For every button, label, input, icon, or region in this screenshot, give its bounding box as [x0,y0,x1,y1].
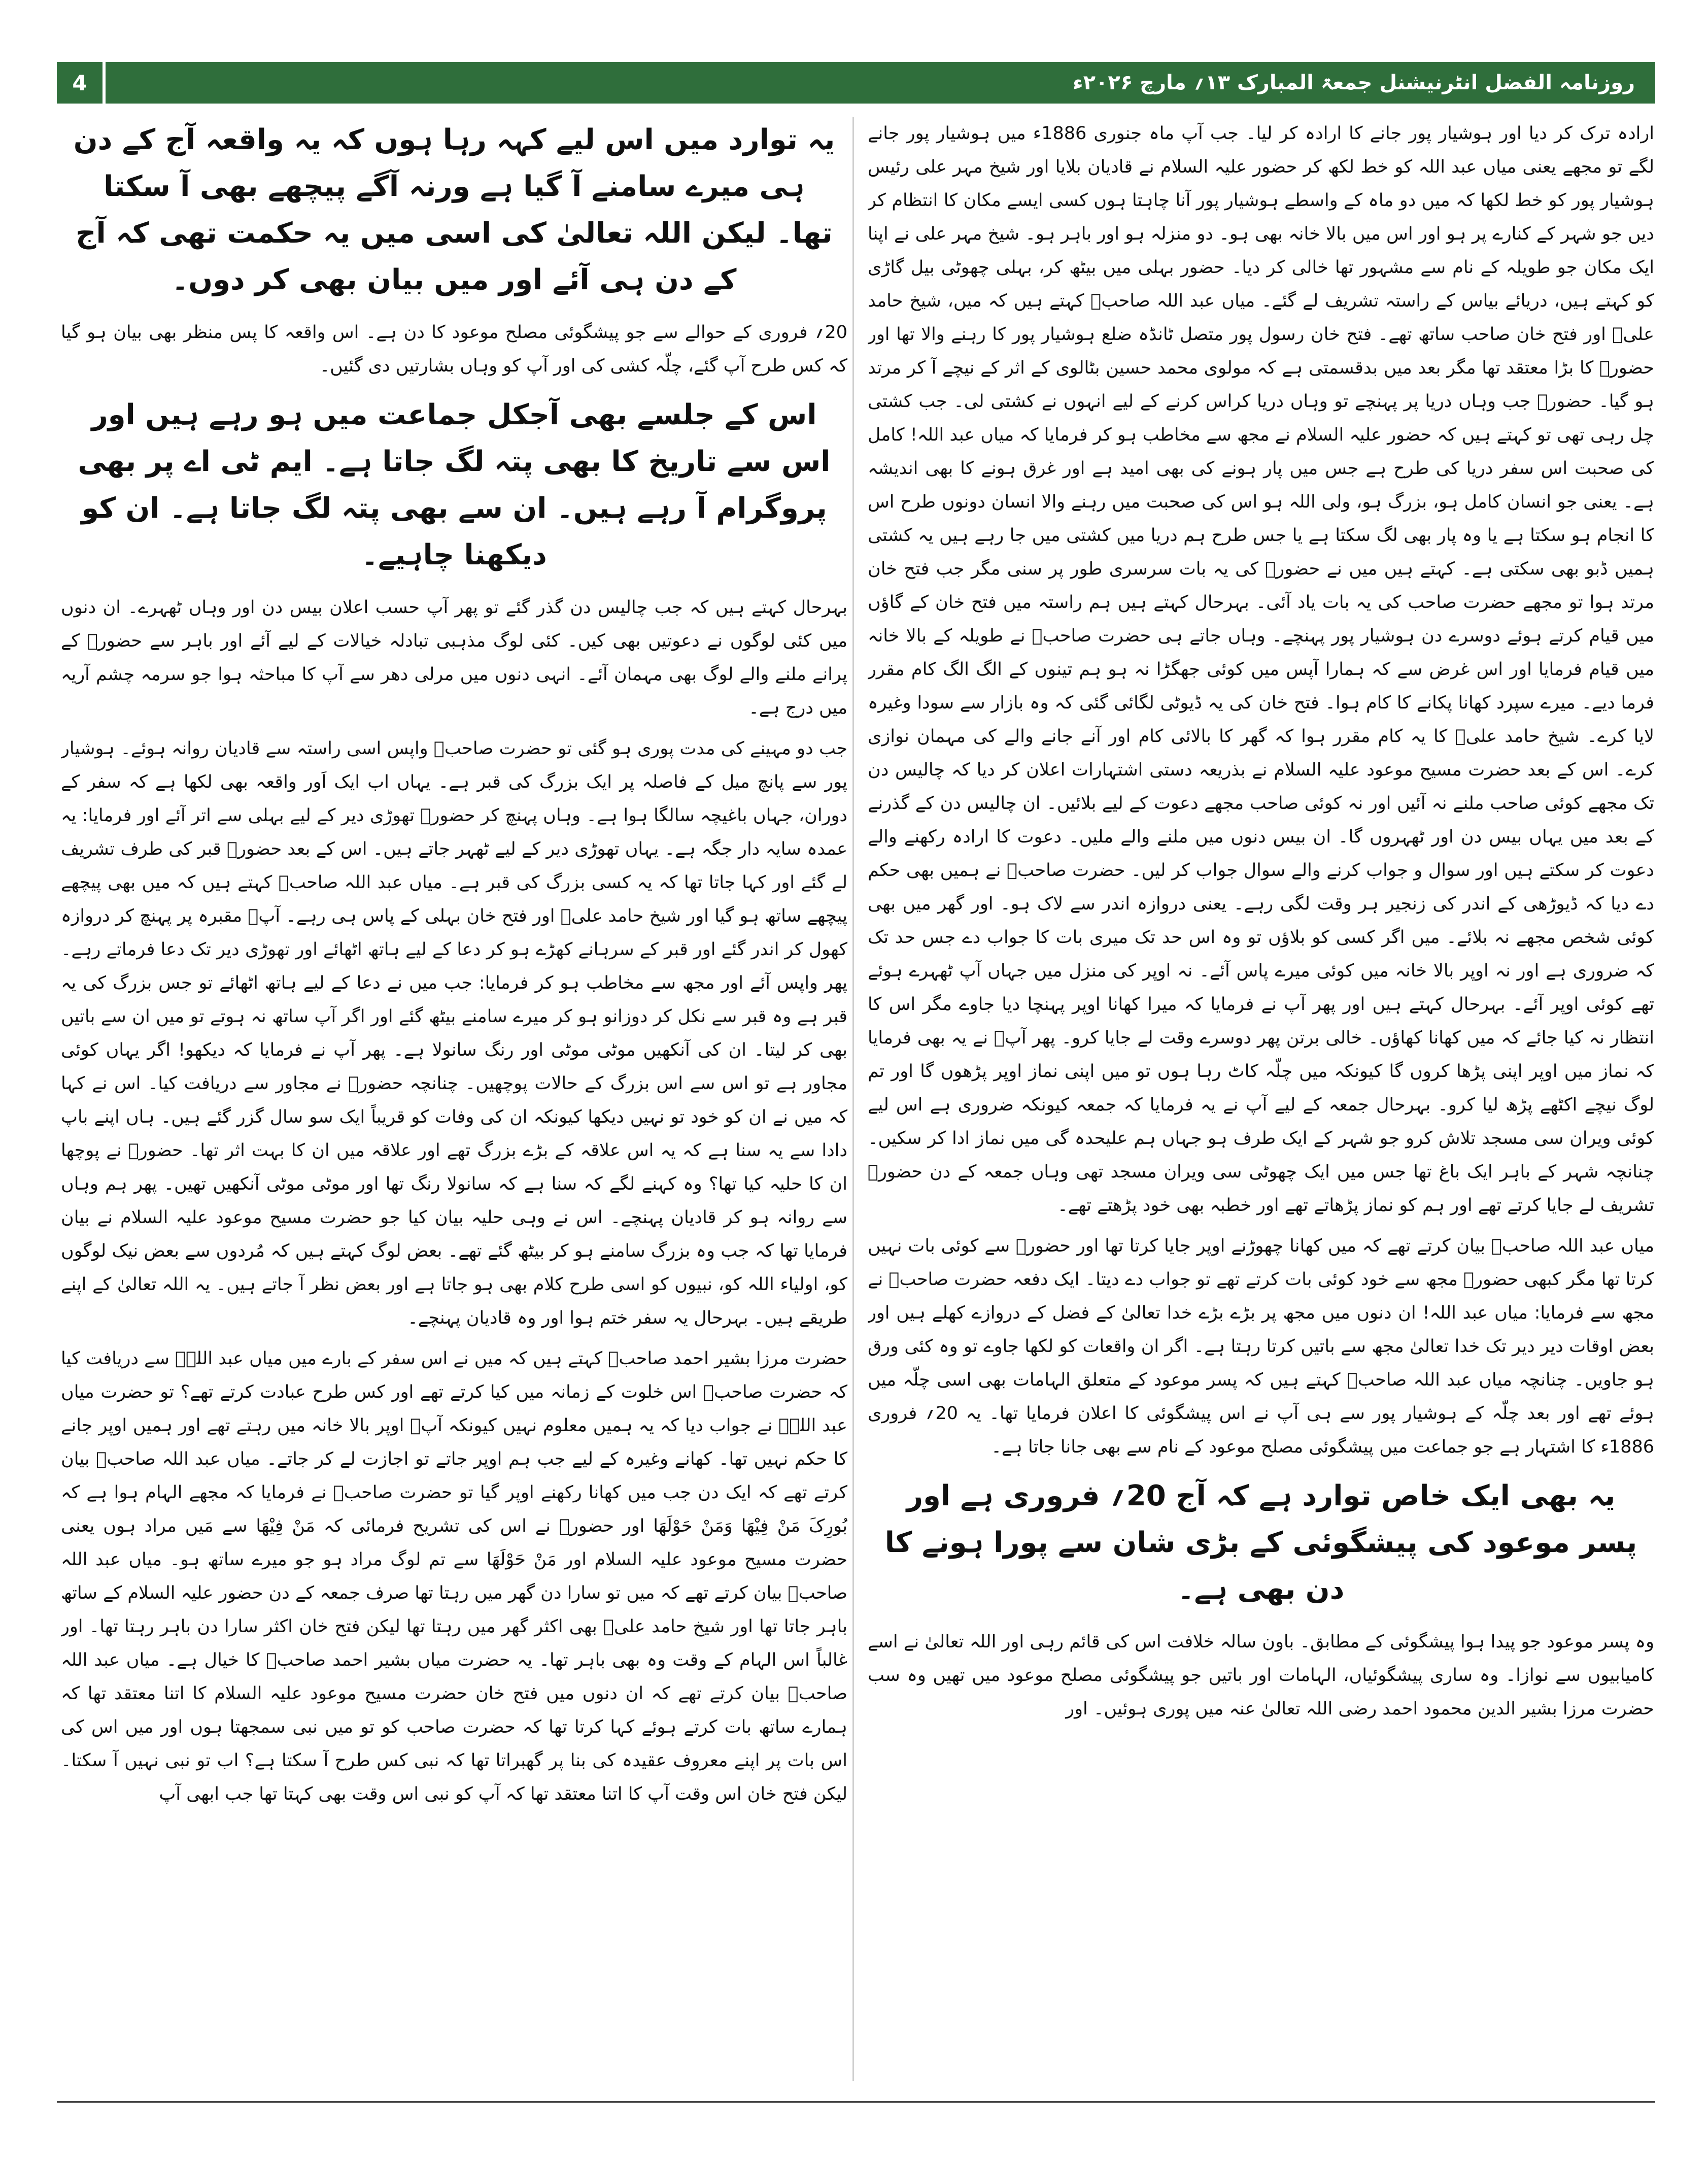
body-paragraph: وہ پسر موعود جو پیدا ہوا پیشگوئی کے مطابق۔ باون سالہ خلافت اس کی قائم رہی اور اللہ تعالیٰ نے اسے کامیابیوں سے نوازا۔ وہ ساری پیشگوئیاں، الہامات اور باتیں جو پیشگوئی مصلح موعود میں تھیں وہ سب حضرت مرزا بشیر الدین محمود احمد رضی اللہ تعالیٰ عنہ میں پوری ہوئیں۔ اور [868,1632,1654,1719]
pull-quote: یہ بھی ایک خاص توارد ہے کہ آج 20؍ فروری ہے اور پسر موعود کی پیشگوئی کے بڑی شان سے پورا ہونے کا دن بھی ہے۔ [884,1479,1637,1606]
page-header-bar [57,62,1655,104]
body-paragraph: حضرت مرزا بشیر احمد صاحبؓ کہتے ہیں کہ میں نے اس سفر کے بارے میں میاں عبد اللہؓ سے دریافت کیا کہ حضرت صاحبؑ اس خلوت کے زمانہ میں کیا کرتے تھے اور کس طرح عبادت کرتے تھے؟ تو حضرت میاں عبد اللہؓ نے جواب دیا کہ یہ ہمیں معلوم نہیں کیونکہ آپؑ اوپر بالا خانہ میں رہتے تھے اور ہمیں اوپر جانے کا حکم نہیں تھا۔ کھانے وغیرہ کے لیے جب ہم اوپر جاتے تو اجازت لے کر جاتے۔ میاں عبد اللہ صاحبؓ بیان کرتے تھے کہ ایک دن جب میں کھانا رکھنے اوپر گیا تو حضرت صاحبؑ نے فرمایا کہ مجھے الہام ہوا ہے کہ بُورِکَ مَنْ فِیْھَا وَمَنْ حَوْلَھَا اور حضورؑ نے اس کی تشریح فرمائی کہ مَنْ فِیْھَا سے مَیں مراد ہوں یعنی حضرت مسیح موعود علیہ السلام اور مَنْ حَوْلَھَا سے تم لوگ مراد ہو جو میرے ساتھ ہو۔ میاں عبد اللہ صاحبؓ بیان کرتے تھے کہ میں تو سارا دن گھر میں رہتا تھا صرف جمعہ کے دن حضور علیہ السلام کے ساتھ باہر جاتا تھا اور شیخ حامد علیؓ بھی اکثر گھر میں رہتا تھا لیکن فتح خان اکثر سارا دن باہر رہتا تھا۔ اور غالباً اس الہام کے وقت وہ بھی باہر تھا۔ یہ حضرت میاں بشیر احمد صاحبؓ کا خیال ہے۔ میاں عبد اللہ صاحبؓ بیان کرتے تھے کہ ان دنوں میں فتح خان حضرت مسیح موعود علیہ السلام کا اتنا معتقد تھا کہ ہمارے ساتھ بات کرتے ہوئے کہا کرتا تھا کہ حضرت صاحب کو تو میں نبی سمجھتا ہوں اور میں اس کی اس بات پر اپنے معروف عقیدہ کی بنا پر گھبراتا تھا کہ نبی کس طرح آ سکتا ہے؟ اب تو نبی نہیں آ سکتا۔ لیکن فتح خان اس وقت آپ کا اتنا معتقد تھا کہ آپ کو نبی اس وقت بھی کہتا تھا جب ابھی آپ [61,1348,847,1804]
pull-quote: یہ توارد میں اس لیے کہہ رہا ہوں کہ یہ واقعہ آج کے دن ہی میرے سامنے آ گیا ہے ورنہ آگے پیچھے بھی آ سکتا تھا۔ لیکن اللہ تعالیٰ کی اسی میں یہ حکمت تھی کہ آج کے دن ہی آئے اور میں بیان بھی کر دوں۔ [73,123,835,296]
right-column [868,117,1654,2096]
newspaper-masthead: روزنامہ الفضل انٹرنیشنل جمعۃ المبارک ۱۳؍ مارچ ۲۰۲۶ء [1073,71,1635,94]
body-paragraph: میاں عبد اللہ صاحبؓ بیان کرتے تھے کہ میں کھانا چھوڑنے اوپر جایا کرتا تھا اور حضورؑ سے کوئی بات نہیں کرتا تھا مگر کبھی حضورؑ مجھ سے خود کوئی بات کرتے تھے تو جواب دے دیتا۔ ایک دفعہ حضرت صاحبؑ نے مجھ سے فرمایا: میاں عبد اللہ! ان دنوں میں مجھ پر بڑے بڑے خدا تعالیٰ کے فضل کے دروازے کھلے ہیں اور بعض اوقات دیر دیر تک خدا تعالیٰ مجھ سے باتیں کرتا رہتا ہے۔ اگر ان واقعات کو لکھا جاوے تو وہ کئی ورق ہو جاویں۔ چنانچہ میاں عبد اللہ صاحبؓ کہتے ہیں کہ پسر موعود کے متعلق الہامات بھی اسی چلّہ میں ہوئے تھے اور بعد چلّہ کے ہوشیار پور سے ہی آپ نے اس پیشگوئی کا اعلان فرمایا تھا۔ یہ 20؍ فروری 1886ء کا اشتہار ہے جو جماعت میں پیشگوئی مصلح موعود کے نام سے بھی جانا جاتا ہے۔ [868,1236,1654,1457]
body-paragraph: بہرحال کہتے ہیں کہ جب چالیس دن گذر گئے تو پھر آپ حسب اعلان بیس دن اور وہاں ٹھہرے۔ ان دنوں میں کئی لوگوں نے دعوتیں بھی کیں۔ کئی لوگ مذہبی تبادلہ خیالات کے لیے آئے اور باہر سے حضورؑ کے پرانے ملنے والے لوگ بھی مہمان آئے۔ انہی دنوں میں مرلی دھر سے آپ کا مباحثہ ہوا جو سرمہ چشم آریہ میں درج ہے۔ [61,597,847,718]
body-paragraph: جب دو مہینے کی مدت پوری ہو گئی تو حضرت صاحبؑ واپس اسی راستہ سے قادیان روانہ ہوئے۔ ہوشیار پور سے پانچ میل کے فاصلہ پر ایک بزرگ کی قبر ہے۔ یہاں اب ایک اَور واقعہ بھی لکھا ہے کہ سفر کے دوران، جہاں باغیچہ سالگا ہوا ہے۔ وہاں پہنچ کر حضورؑ تھوڑی دیر کے لیے بہلی سے اتر آئے اور فرمایا: یہ عمدہ سایہ دار جگہ ہے۔ یہاں تھوڑی دیر کے لیے ٹھہر جاتے ہیں۔ اس کے بعد حضورؑ قبر کی طرف تشریف لے گئے اور کہا جاتا تھا کہ یہ کسی بزرگ کی قبر ہے۔ میاں عبد اللہ صاحبؓ کہتے ہیں کہ میں بھی پیچھے پیچھے ساتھ ہو گیا اور شیخ حامد علیؓ اور فتح خان بہلی کے پاس ہی رہے۔ آپؑ مقبرہ پر پہنچ کر دروازہ کھول کر اندر گئے اور قبر کے سرہانے کھڑے ہو کر دعا کے لیے ہاتھ اٹھائے اور تھوڑی دیر تک دعا فرماتے رہے۔ پھر واپس آئے اور مجھ سے مخاطب ہو کر فرمایا: جب میں نے دعا کے لیے ہاتھ اٹھائے تو جس بزرگ کی یہ قبر ہے وہ قبر سے نکل کر دوزانو ہو کر میرے سامنے بیٹھ گئے اور اگر آپ ساتھ نہ ہوتے تو میں ان سے باتیں بھی کر لیتا۔ ان کی آنکھیں موٹی موٹی اور رنگ سانولا ہے۔ پھر آپ نے فرمایا کہ دیکھو! اگر یہاں کوئی مجاور ہے تو اس سے اس بزرگ کے حالات پوچھیں۔ چنانچہ حضورؑ نے مجاور سے دریافت کیا۔ اس نے کہا کہ میں نے ان کو خود تو نہیں دیکھا کیونکہ ان کی وفات کو قریباً ایک سو سال گزر گئے ہیں۔ ہاں اپنے باپ دادا سے یہ سنا ہے کہ یہ اس علاقہ کے بڑے بزرگ تھے اور علاقہ میں ان کا بہت اثر تھا۔ حضورؑ نے پوچھا ان کا حلیہ کیا تھا؟ وہ کہنے لگے کہ سنا ہے کہ سانولا رنگ تھا اور موٹی موٹی آنکھیں تھیں۔ پھر ہم وہاں سے روانہ ہو کر قادیان پہنچے۔ اس نے وہی حلیہ بیان کیا جو حضرت مسیح موعود علیہ السلام نے بیان فرمایا تھا کہ جب وہ بزرگ سامنے ہو کر بیٹھ گئے تھے۔ بعض لوگ کہتے ہیں کہ مُردوں سے بعض نیک لوگوں کو، اولیاء اللہ کو، نبیوں کو اسی طرح کلام بھی ہو جاتا ہے اور بعض نظر آ جاتے ہیں۔ یہ اللہ تعالیٰ کے اپنے طریقے ہیں۔ بہرحال یہ سفر ختم ہوا اور وہ قادیان پہنچے۔ [61,738,847,1328]
left-column [61,117,847,2096]
body-paragraph: ارادہ ترک کر دیا اور ہوشیار پور جانے کا ارادہ کر لیا۔ جب آپ ماہ جنوری 1886ء میں ہوشیار پور جانے لگے تو مجھے یعنی میاں عبد اللہ کو خط لکھ کر حضور علیہ السلام نے قادیان بلایا اور شیخ مہر علی رئیس ہوشیار پور کو خط لکھا کہ میں دو ماہ کے واسطے ہوشیار پور آنا چاہتا ہوں کسی ایسے مکان کا انتظام کر دیں جو شہر کے کنارے پر ہو اور اس میں بالا خانہ بھی ہو۔ دو منزلہ ہو اور باہر ہو۔ شیخ مہر علی نے اپنا ایک مکان جو طویلہ کے نام سے مشہور تھا خالی کر دیا۔ حضور بہلی میں بیٹھ کر، بہلی چھوٹی بیل گاڑی کو کہتے ہیں، دریائے بیاس کے راستہ تشریف لے گئے۔ میاں عبد اللہ صاحبؓ کہتے ہیں کہ میں، شیخ حامد علیؓ اور فتح خان صاحب ساتھ تھے۔ فتح خان رسول پور متصل ٹانڈہ ضلع ہوشیار پور کا رہنے والا تھا اور حضورؑ کا بڑا معتقد تھا مگر بعد میں بدقسمتی ہے کہ مولوی محمد حسین بٹالوی کے اثر کے نیچے آ کر مرتد ہو گیا۔ حضورؑ جب وہاں دریا پر پہنچے تو وہاں دریا کراس کرنے کے لیے انہوں نے کشتی لی۔ جب کشتی چل رہی تھی تو کہتے ہیں کہ حضور علیہ السلام نے مجھ سے مخاطب ہو کر فرمایا کہ میاں عبد اللہ! کامل کی صحبت اس سفر دریا کی طرح ہے جس میں پار ہونے کی بھی امید ہے اور غرق ہونے کا بھی اندیشہ ہے۔ یعنی جو انسان کامل ہو، بزرگ ہو، ولی اللہ ہو اس کی صحبت میں رہنے والا انسان دونوں طرح اس کا انجام ہو سکتا ہے یا وہ پار بھی لگ سکتا ہے یا جس طرح ہم دریا میں کشتی میں جا رہے ہیں یہ کشتی ہمیں ڈبو بھی سکتی ہے۔ کہتے ہیں میں نے حضورؑ کی یہ بات سرسری طور پر سنی مگر جب فتح خان مرتد ہوا تو مجھے حضرت صاحب کی یہ بات یاد آئی۔ بہرحال کہتے ہیں ہم راستہ میں فتح خان کے گاؤں میں قیام کرتے ہوئے دوسرے دن ہوشیار پور پہنچے۔ وہاں جاتے ہی حضرت صاحبؑ نے طویلہ کے بالا خانہ میں قیام فرمایا اور اس غرض سے کہ ہمارا آپس میں کوئی جھگڑا نہ ہو ہم تینوں کے الگ الگ کام مقرر فرما دیے۔ میرے سپرد کھانا پکانے کا کام ہوا۔ فتح خان کی یہ ڈیوٹی لگائی گئی کہ وہ بازار سے سودا وغیرہ لایا کرے۔ شیخ حامد علیؓ کا یہ کام مقرر ہوا کہ گھر کا بالائی کام اور آنے جانے والے کی مہمان نوازی کرے۔ اس کے بعد حضرت مسیح موعود علیہ السلام نے بذریعہ دستی اشتہارات اعلان کر دیا کہ چالیس دن تک مجھے کوئی صاحب ملنے نہ آئیں اور نہ کوئی صاحب مجھے دعوت کے لیے بلائیں۔ ان چالیس دن کے گذرنے کے بعد میں یہاں بیس دن اور ٹھہروں گا۔ ان بیس دنوں میں ملنے والے ملیں۔ دعوت کا ارادہ رکھنے والے دعوت کر سکتے ہیں اور سوال و جواب کرنے والے سوال جواب کر لیں۔ حضرت صاحبؑ نے ہمیں بھی حکم دے دیا کہ ڈیوڑھی کے اندر کی زنجیر ہر وقت لگی رہے۔ یعنی دروازہ اندر سے لاک ہو۔ اور گھر میں بھی کوئی شخص مجھے نہ بلائے۔ میں اگر کسی کو بلاؤں تو وہ اس حد تک میری بات کا جواب دے جس حد تک کہ ضروری ہے اور نہ اوپر بالا خانہ میں کوئی میرے پاس آئے۔ نہ اوپر کی منزل میں جہاں آپ ٹھہرے ہوئے تھے کوئی اوپر آئے۔ بہرحال کہتے ہیں اور پھر آپ نے فرمایا کہ میرا کھانا اوپر پہنچا دیا جاوے مگر اس کا انتظار نہ کیا جائے کہ میں کھانا کھاؤں۔ خالی برتن پھر دوسرے وقت لے جایا کرو۔ پھر آپؑ نے یہ بھی فرمایا کہ نماز میں اوپر اپنی پڑھا کروں گا کیونکہ میں چلّہ کاٹ رہا ہوں تو میں اپنی نماز اوپر پڑھوں گا اور تم لوگ نیچے اکٹھے پڑھ لیا کرو۔ بہرحال جمعہ کے لیے آپ نے یہ فرمایا کہ جمعہ کیونکہ ضروری ہے اس لیے کوئی ویران سی مسجد تلاش کرو جو شہر کے ایک طرف ہو جہاں ہم علیحدہ گی میں نماز ادا کر سکیں۔ چنانچہ شہر کے باہر ایک باغ تھا جس میں ایک چھوٹی سی ویران مسجد تھی وہاں جمعہ کے دن حضورؑ تشریف لے جایا کرتے تھے اور ہم کو نماز پڑھاتے تھے اور خطبہ بھی خود پڑھتے تھے۔ [868,123,1654,1216]
body-paragraph: 20؍ فروری کے حوالے سے جو پیشگوئی مصلح موعود کا دن ہے۔ اس واقعہ کا پس منظر بھی بیان ہو گیا کہ کس طرح آپ گئے، چلّہ کشی کی اور آپ کو وہاں بشارتیں دی گئیں۔ [61,322,847,376]
pull-quote: اس کے جلسے بھی آجکل جماعت میں ہو رہے ہیں اور اس سے تاریخ کا بھی پتہ لگ جاتا ہے۔ ایم ٹی اے پر بھی پروگرام آ رہے ہیں۔ ان سے بھی پتہ لگ جاتا ہے۔ ان کو دیکھنا چاہیے۔ [78,398,831,571]
bottom-rule [57,2101,1655,2103]
column-divider [852,117,854,2081]
page-number: 4 [57,62,106,104]
